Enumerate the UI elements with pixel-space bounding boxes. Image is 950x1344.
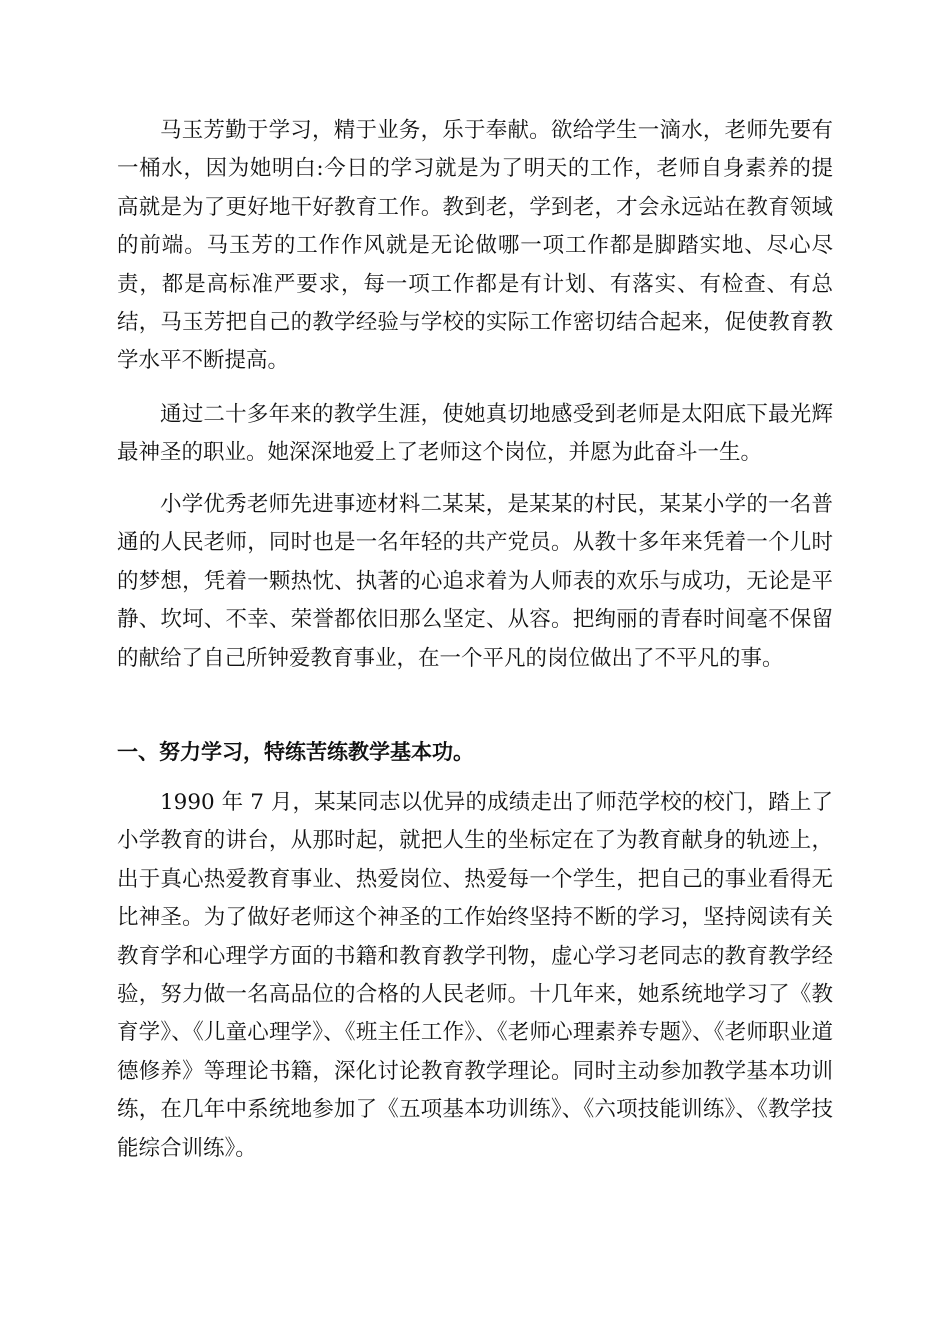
section-heading: 一、努力学习，特练苦练教学基本功。 xyxy=(117,740,474,764)
paragraph-teaching-career: 通过二十多年来的教学生涯，使她真切地感受到老师是太阳底下最光辉最神圣的职业。她深深地爱上了老师这个岗位，并愿为此奋斗一生。 xyxy=(117,402,833,466)
paragraph-excellent-teacher-intro: 小学优秀老师先进事迹材料二某某，是某某的村民，某某小学的一名普通的人民老师，同时也是一名年轻的共产党员。从教十多年来凭着一个儿时的梦想，凭着一颗热忱、执著的心追求着为人师表的欢乐与成功，无论是平静、坎坷、不幸、荣誉都依旧那么坚定、从容。把绚丽的青春时间毫不保留的献给了自己所钟爱教育事业，在一个平凡的岗位做出了不平凡的事。 xyxy=(117,492,833,671)
paragraph-section-body: 1990 年 7 月，某某同志以优异的成绩走出了师范学校的校门，踏上了小学教育的讲台，从那时起，就把人生的坐标定在了为教育献身的轨迹上，出于真心热爱教育事业、热爱岗位、热爱每一个学生，把自己的事业看得无比神圣。为了做好老师这个神圣的工作始终坚持不断的学习，坚持阅读有关教育学和心理学方面的书籍和教育教学刊物，虚心学习老同志的教育教学经验，努力做一名高品位的合格的人民老师。十几年来，她系统地学习了《教育学》、《儿童心理学》、《班主任工作》、《老师心理素养专题》、《老师职业道德修养》等理论书籍，深化讨论教育教学理论。同时主动参加教学基本功训练，在几年中系统地参加了《五项基本功训练》、《六项技能训练》、《教学技能综合训练》。 xyxy=(117,790,833,1161)
paragraph-ma-yufang-study: 马玉芳勤于学习，精于业务，乐于奉献。欲给学生一滴水，老师先要有一桶水，因为她明白:今日的学习就是为了明天的工作，老师自身素养的提高就是为了更好地干好教育工作。教到老，学到老，才会永远站在教育领域的前端。马玉芳的工作作风就是无论做哪一项工作都是脚踏实地、尽心尽责，都是高标准严要求，每一项工作都是有计划、有落实、有检查、有总结，马玉芳把自己的教学经验与学校的实际工作密切结合起来，促使教育教学水平不断提高。 xyxy=(117,118,833,374)
